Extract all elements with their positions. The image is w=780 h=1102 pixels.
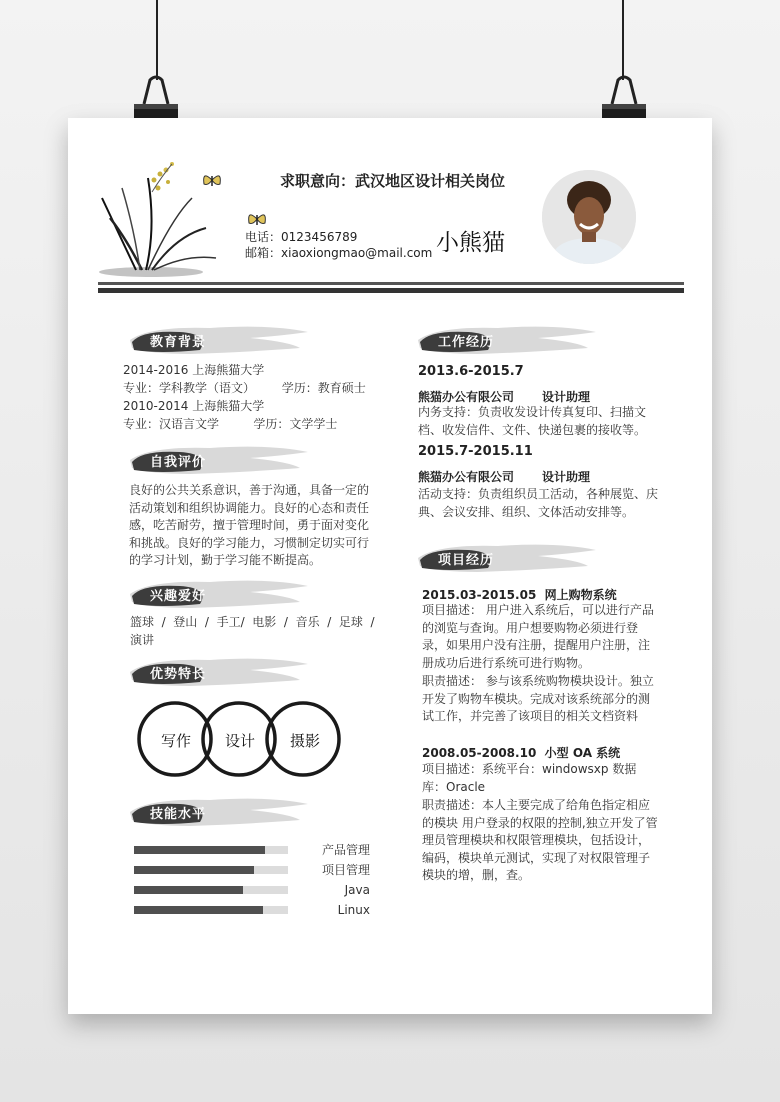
skill-label-project: 项目管理 xyxy=(321,863,370,877)
phone-line xyxy=(245,228,357,245)
section-hobbies-title: 兴趣爱好 xyxy=(130,574,310,612)
strength-design: 设计 xyxy=(225,732,256,750)
skill-label-java: Java xyxy=(344,883,370,897)
skill-label-linux: Linux xyxy=(337,903,370,917)
email-value: xiaoxiongmao@mail.com xyxy=(281,246,433,260)
education-line-4: 专业：汉语言文学 学历：文学学士 xyxy=(123,417,338,431)
education-line-2: 专业：学科教学（语文） 学历：教育硕士 xyxy=(123,381,366,395)
skill-fill xyxy=(134,886,243,894)
job-1-position: 设计助理 xyxy=(542,390,591,404)
education-line-3: 2010-2014 上海熊猫大学 xyxy=(123,399,265,413)
project-1-heading: 2015.03-2015.05 网上购物系统 xyxy=(422,588,617,602)
hobbies-line-1: 篮球 / 登山 / 手工/ 电影 / 音乐 / 足球 / xyxy=(130,615,375,629)
avatar xyxy=(542,170,636,264)
header-divider-thin xyxy=(98,282,684,285)
skill-bar-java xyxy=(134,886,288,894)
phone-label: 电话： xyxy=(245,230,282,244)
skill-bar-linux xyxy=(134,906,288,914)
header-divider-thick xyxy=(98,288,684,293)
section-skills-title: 技能水平 xyxy=(130,792,310,830)
email-label: 邮箱： xyxy=(245,246,282,260)
candidate-name: 小熊猫 xyxy=(436,230,505,256)
section-self-eval-title: 自我评价 xyxy=(130,440,310,478)
butterfly-icon xyxy=(200,168,224,192)
hanging-string-left xyxy=(156,0,158,80)
job-1-desc: 内务支持：负责收发设计传真复印、扫描文档、收发信件、文件、快递包裹的接收等。 xyxy=(418,405,647,437)
job-2-period: 2015.7-2015.11 xyxy=(418,444,533,459)
job-2-desc: 活动支持：负责组织员工活动，各种展览、庆典、会议安排、组织、文体活动安排等。 xyxy=(418,487,659,519)
hobbies-line-2: 演讲 xyxy=(130,633,155,647)
project-2-desc: 项目描述：系统平台：windowsxp 数据库：Oracle xyxy=(422,762,637,794)
project-2-duty: 职责描述：本人主要完成了给角色指定相应的模块 用户登录的权限的控制,独立开发了管理员管理模块和权限管理模块，包括设计，编码，模块单元测试，实现了对权限管理子模块的增，删，查。 xyxy=(422,798,658,882)
phone-value: 0123456789 xyxy=(281,230,358,244)
butterfly-small-icon xyxy=(244,208,270,230)
strength-photography: 摄影 xyxy=(290,732,321,750)
skill-fill xyxy=(134,846,265,854)
skill-label-product: 产品管理 xyxy=(321,843,370,857)
project-1-duty: 职责描述： 参与该系统购物模块设计。独立开发了购物车模块。完成对该系统部分的测试工作，并完善了该项目的相关文档资料 xyxy=(422,674,654,723)
job-objective: 求职意向：武汉地区设计相关岗位 xyxy=(280,172,506,190)
resume-paper xyxy=(68,118,712,1014)
education-line-1: 2014-2016 上海熊猫大学 xyxy=(123,363,265,377)
job-1-company: 熊猫办公有限公司 xyxy=(418,390,515,404)
hanging-string-right xyxy=(622,0,624,80)
section-work-title: 工作经历 xyxy=(418,320,598,358)
skill-bar-product xyxy=(134,846,288,854)
strength-writing: 写作 xyxy=(161,732,192,750)
skill-bar-project xyxy=(134,866,288,874)
job-2-company: 熊猫办公有限公司 xyxy=(418,470,515,484)
skill-fill xyxy=(134,866,254,874)
email-line xyxy=(245,244,432,261)
job-1-period: 2013.6-2015.7 xyxy=(418,364,524,379)
section-projects-title: 项目经历 xyxy=(418,538,598,576)
section-education-title: 教育背景 xyxy=(130,320,310,358)
project-1-desc: 项目描述： 用户进入系统后，可以进行产品的浏览与查询。用户想要购物必须进行登录，如果用户没有注册，提醒用户注册，注册成功后进行系统可进行购物。 xyxy=(422,603,654,670)
skill-fill xyxy=(134,906,263,914)
job-2-position: 设计助理 xyxy=(542,470,591,484)
self-eval-text: 良好的公共关系意识，善于沟通，具备一定的活动策划和组织协调能力。良好的心态和责任感，吃苦耐劳，擅于管理时间，勇于面对变化和挑战。良好的学习能力，习惯制定切实可行的学习计划，勤于学习能不断提高。 xyxy=(129,483,370,567)
section-strengths-title: 优势特长 xyxy=(130,652,310,690)
project-2-heading: 2008.05-2008.10 小型 OA 系统 xyxy=(422,746,621,760)
